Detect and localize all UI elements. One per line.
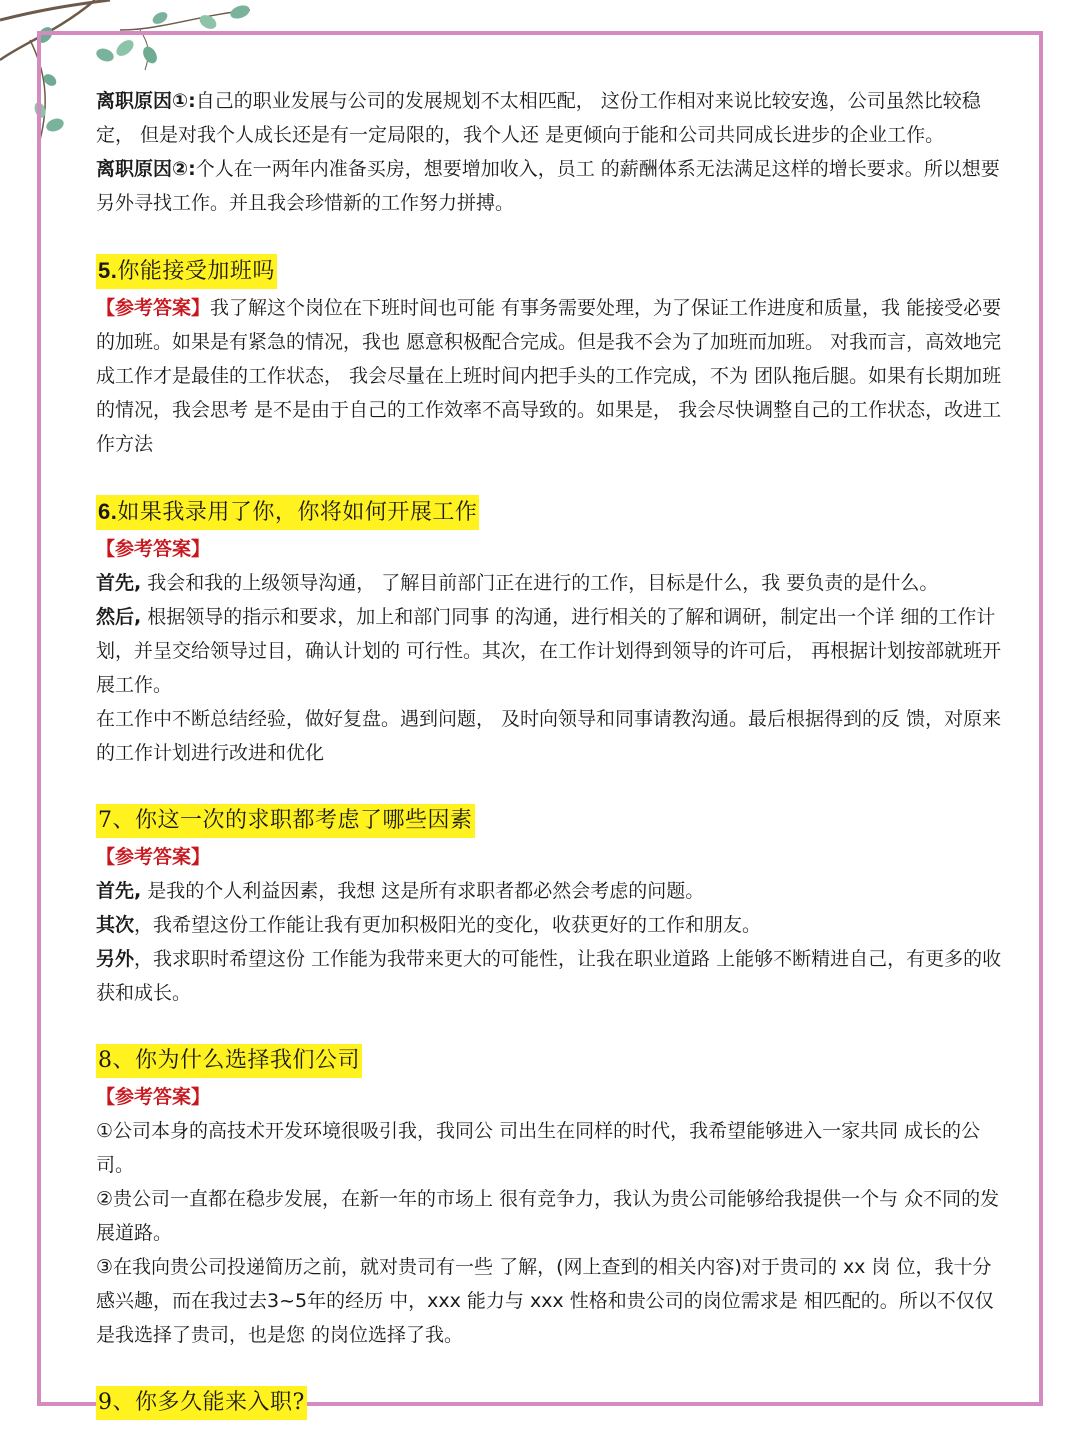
reference-answer-label: 【参考答案】 bbox=[96, 538, 211, 560]
question-7-heading: 7、你这一次的求职都考虑了哪些因素 bbox=[96, 804, 475, 838]
question-7-para-2 bbox=[96, 908, 1006, 942]
reference-answer-label: 【参考答案】 bbox=[96, 297, 211, 319]
question-6-para-1-text: 我会和我的上级领导沟通， 了解目前部门正在进行的工作，目标是什么，我 要负责的是什么。 bbox=[141, 572, 939, 594]
question-6-title: 如果我录用了你，你将如何开展工作 bbox=[117, 500, 478, 525]
reference-answer-label: 【参考答案】 bbox=[96, 846, 211, 868]
question-5-title: 你能接受加班吗 bbox=[117, 259, 275, 284]
leaving-reasons-section bbox=[96, 84, 1006, 220]
question-8-point-1: ①公司本身的高技术开发环境很吸引我，我同公 司出生在同样的时代，我希望能够进入一家共同 成长的公司。 bbox=[96, 1120, 981, 1176]
first-label: 首先, bbox=[96, 572, 142, 594]
reason-1-label: 离职原因①: bbox=[96, 90, 196, 112]
question-7-para-1-text: 是我的个人利益因素，我想 这是所有求职者都必然会考虑的问题。 bbox=[141, 880, 705, 902]
question-5-heading bbox=[96, 254, 277, 289]
first-label: 首先, bbox=[96, 880, 142, 902]
question-5-number: 5. bbox=[98, 258, 118, 283]
question-7-para-1 bbox=[96, 874, 1006, 908]
question-6-para-1 bbox=[96, 566, 1006, 600]
question-5-answer bbox=[96, 291, 1006, 461]
question-7-para-2-text: ，我希望这份工作能让我有更加积极阳光的变化，收获更好的工作和朋友。 bbox=[134, 914, 762, 936]
question-8-section bbox=[96, 1044, 1006, 1352]
question-6-para-3: 在工作中不断总结经验，做好复盘。遇到问题， 及时向领导和同事请教沟通。最后根据得到的反 馈，对原来的工作计划进行改进和优化 bbox=[96, 708, 1002, 764]
document-body bbox=[96, 84, 1006, 1422]
reason-2-label: 离职原因②: bbox=[96, 158, 196, 180]
question-8-point-3: ③在我向贵公司投递简历之前，就对贵司有一些 了解，(网上查到的相关内容)对于贵司的 xx 岗 位，我十分感兴趣，而在我过去3~5年的经历 中，xxx 能力与 xxx 性格和贵公司的岗位需求是 相匹配的。所以不仅仅是我选择了贵司，也是您 的岗位选择了我。 bbox=[96, 1256, 994, 1346]
question-7-para-3-text: ，我求职时希望这份 工作能为我带来更大的可能性，让我在职业道路 上能够不断精进自己，有更多的收获和成长。 bbox=[96, 948, 1002, 1004]
question-5-answer-text: 我了解这个岗位在下班时间也可能 有事务需要处理，为了保证工作进度和质量，我 能接受必要的加班。如果是有紧急的情况，我也 愿意积极配合完成。但是我不会为了加班而加班。 对我而言，高效地完成工作才是最佳的工作状态， 我会尽量在上班时间内把手头的工作完成，不为 团队拖后腿。如果有长期加班的情况，我会思考 是不是由于自己的工作效率不高导致的。如果是， 我会尽快调整自己的工作状态，改进工作方法 bbox=[96, 297, 1002, 455]
question-7-para-3 bbox=[96, 942, 1006, 1010]
second-label: 其次 bbox=[96, 914, 135, 936]
question-6-number: 6. bbox=[98, 499, 118, 524]
question-6-section bbox=[96, 495, 1006, 770]
question-7-section bbox=[96, 804, 1006, 1010]
reason-1-text: 自己的职业发展与公司的发展规划不太相匹配， 这份工作相对来说比较安逸，公司虽然比较稳定， 但是对我个人成长还是有一定局限的，我个人还 是更倾向于能和公司共同成长进步的企业工作。 bbox=[96, 90, 981, 146]
question-9-section bbox=[96, 1386, 1006, 1420]
additionally-label: 另外 bbox=[96, 948, 135, 970]
reason-2-paragraph bbox=[96, 152, 1006, 220]
then-label: 然后, bbox=[96, 606, 142, 628]
reason-1-paragraph bbox=[96, 84, 1006, 152]
question-6-para-2 bbox=[96, 600, 1006, 702]
question-6-heading bbox=[96, 495, 479, 530]
question-8-point-2: ②贵公司一直都在稳步发展，在新一年的市场上 很有竞争力，我认为贵公司能够给我提供一个与 众不同的发展道路。 bbox=[96, 1188, 1000, 1244]
question-6-para-2-text: 根据领导的指示和要求，加上和部门同事 的沟通，进行相关的了解和调研，制定出一个详 细的工作计划，并呈交给领导过目，确认计划的 可行性。其次，在工作计划得到领导的许可后， 再根据计划按部就班开展工作。 bbox=[96, 606, 1002, 696]
reason-2-text: 个人在一两年内准备买房，想要增加收入，员工 的薪酬体系无法满足这样的增长要求。所以想要 另外寻找工作。并且我会珍惜新的工作努力拼搏。 bbox=[96, 158, 1000, 214]
reference-answer-label: 【参考答案】 bbox=[96, 1086, 211, 1108]
question-5-section bbox=[96, 254, 1006, 461]
question-9-heading: 9、你多久能来入职? bbox=[96, 1386, 307, 1420]
question-8-heading: 8、你为什么选择我们公司 bbox=[96, 1044, 362, 1078]
